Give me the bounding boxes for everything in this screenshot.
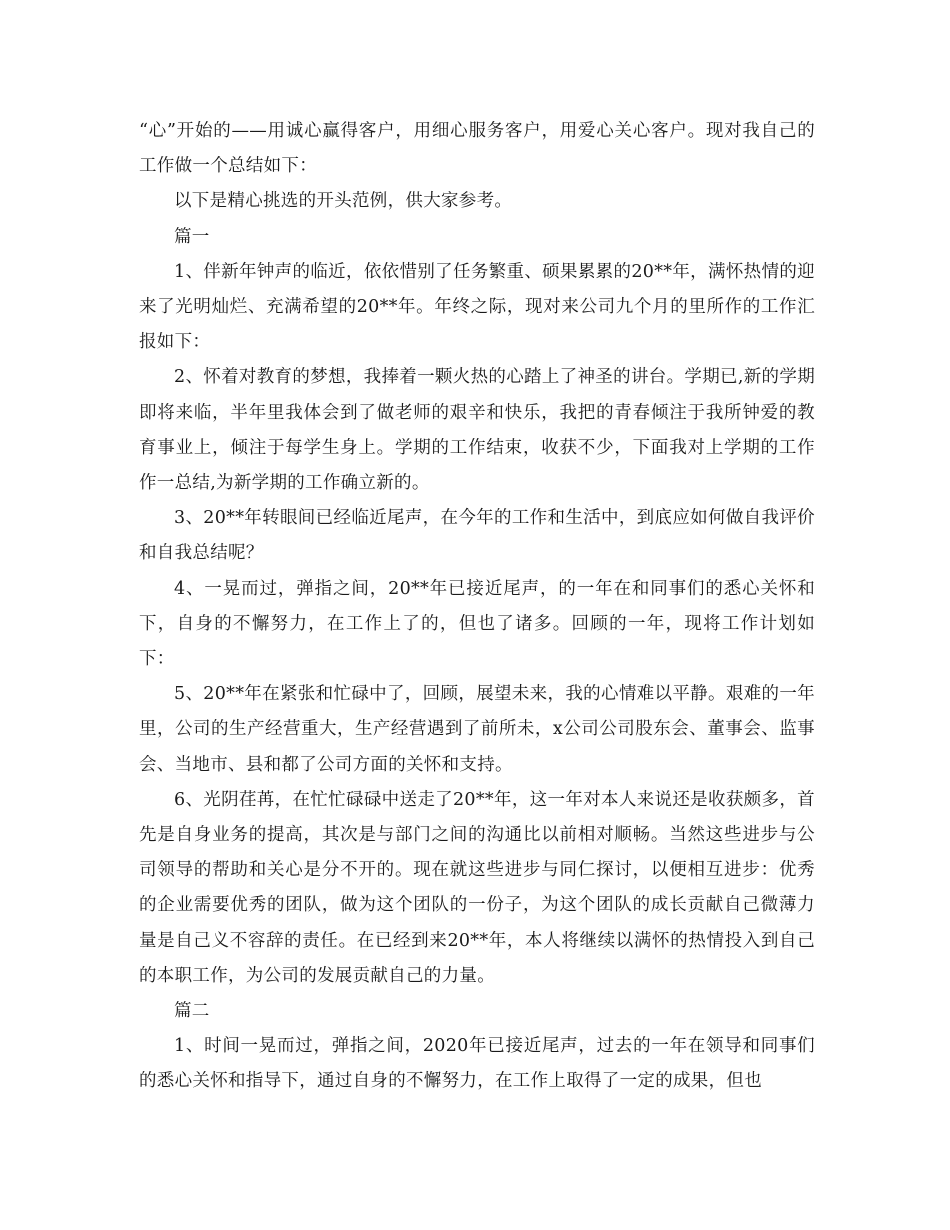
paragraph-item-6: 6、光阴荏苒，在忙忙碌碌中送走了20**年，这一年对本人来说还是收获颇多，首先是自身业务的提高，其次是与部门之间的沟通比以前相对顺畅。当然这些进步与公司领导的帮助和关心是分不开的。现在就这些进步与同仁探讨，以便相互进步：优秀的企业需要优秀的团队，做为这个团队的一份子，为这个团队的成长贡献自己微薄力量是自己义不容辞的责任。在已经到来20**年，本人将继续以满怀的热情投入到自己的本职工作，为公司的发展贡献自己的力量。 xyxy=(139,789,815,986)
paragraph-item-5: 5、20**年在紧张和忙碌中了，回顾，展望未来，我的心情难以平静。艰难的一年里，公司的生产经营重大，生产经营遇到了前所未，x公司公司股东会、董事会、监事会、当地市、县和都了公司方面的关怀和支持。 xyxy=(139,684,815,775)
paragraph-item-2: 2、怀着对教育的梦想，我捧着一颗火热的心踏上了神圣的讲台。学期已,新的学期即将来临，半年里我体会到了做老师的艰辛和快乐，我把的青春倾注于我所钟爱的教育事业上，倾注于每学生身上。学期的工作结束，收获不少，下面我对上学期的工作作一总结,为新学期的工作确立新的。 xyxy=(139,367,815,494)
section-heading-part-two: 篇二 xyxy=(174,1001,210,1022)
paragraph-continuation: “心”开始的——用诚心赢得客户，用细心服务客户，用爱心关心客户。现对我自己的工作做一个总结如下： xyxy=(139,121,815,177)
section-heading-part-one: 篇一 xyxy=(174,226,210,247)
paragraph-item-1: 1、伴新年钟声的临近，依依惜别了任务繁重、硕果累累的20**年，满怀热情的迎来了光明灿烂、充满希望的20**年。年终之际，现对来公司九个月的里所作的工作汇报如下： xyxy=(139,261,815,353)
paragraph-part-two-item-1: 1、时间一晃而过，弹指之间，2020年已接近尾声，过去的一年在领导和同事们的悉心关怀和指导下，通过自身的不懈努力，在工作上取得了一定的成果，但也 xyxy=(139,1036,815,1092)
document-body xyxy=(139,114,815,1100)
paragraph-item-4: 4、一晃而过，弹指之间，20**年已接近尾声，的一年在和同事们的悉心关怀和下，自身的不懈努力，在工作上了的，但也了诸多。回顾的一年，现将工作计划如下： xyxy=(139,578,815,670)
paragraph-intro: 以下是精心挑选的开头范例，供大家参考。 xyxy=(174,191,513,212)
paragraph-item-3: 3、20**年转眼间已经临近尾声，在今年的工作和生活中，到底应如何做自我评价和自我总结呢？ xyxy=(139,508,815,564)
